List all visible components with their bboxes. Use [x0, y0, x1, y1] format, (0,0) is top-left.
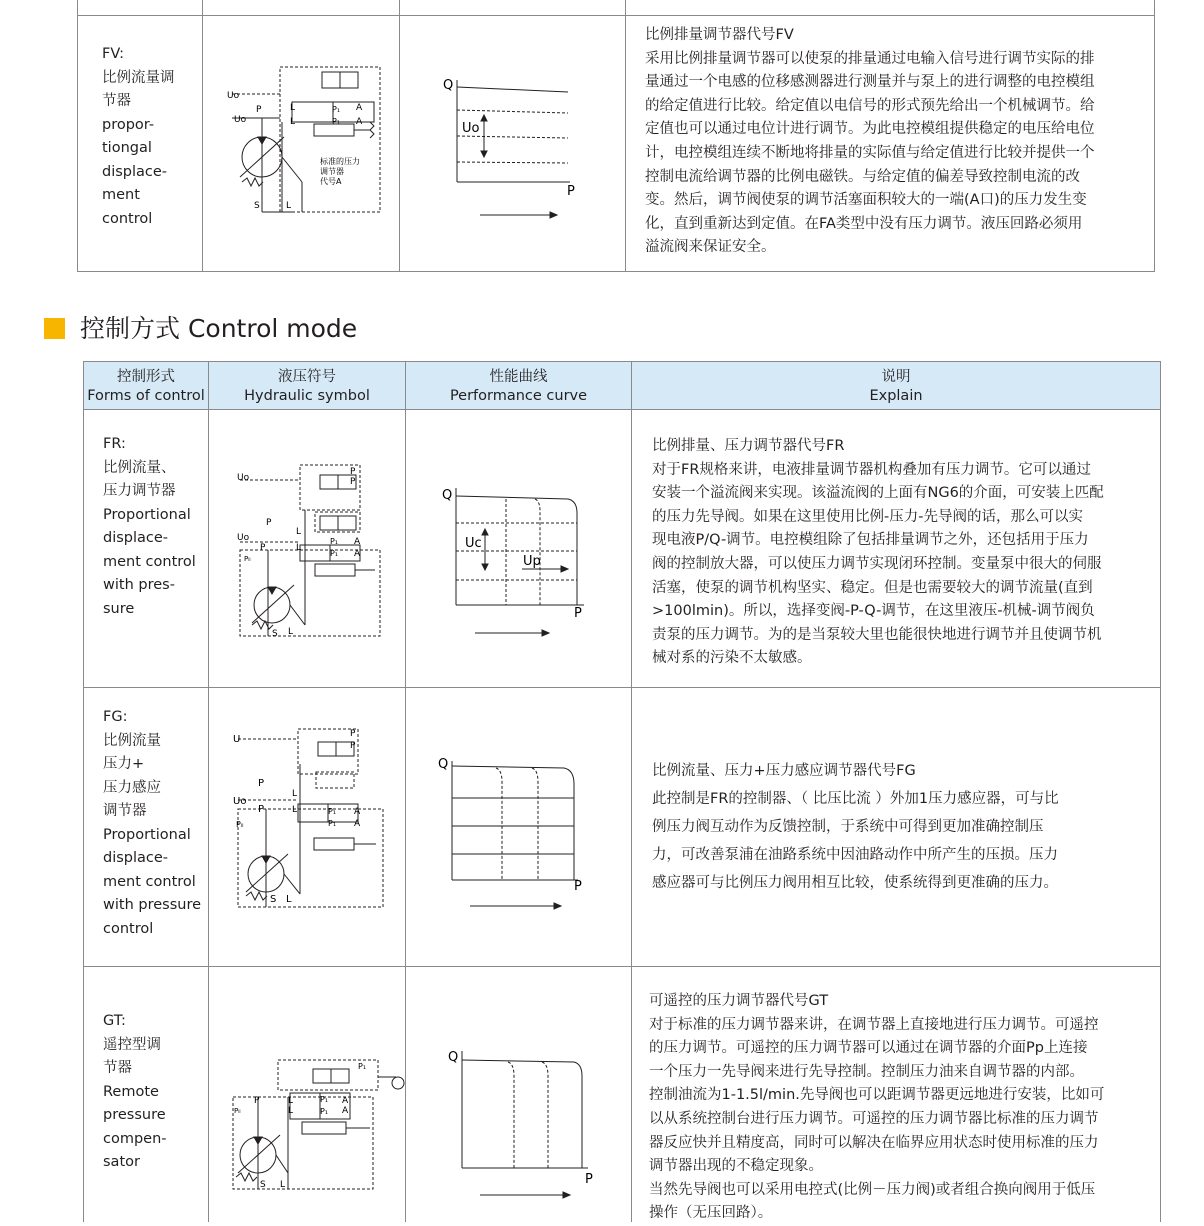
svg-text:标准的压力: 标准的压力 [320, 157, 360, 166]
svg-text:P: P [567, 184, 575, 199]
svg-text:P₁: P₁ [330, 549, 339, 558]
svg-text:S: S [254, 201, 260, 211]
svg-text:调节器: 调节器 [320, 167, 344, 176]
svg-text:Q: Q [443, 78, 454, 93]
svg-text:Uo: Uo [237, 473, 250, 483]
svg-text:L: L [288, 1096, 294, 1106]
svg-text:P: P [266, 518, 272, 528]
svg-text:P: P [350, 729, 356, 739]
svg-text:L: L [296, 527, 302, 537]
gt-performance-curve [446, 1046, 606, 1206]
svg-text:P: P [258, 778, 265, 789]
svg-text:U: U [233, 734, 241, 745]
svg-text:Uo: Uo [462, 121, 480, 136]
svg-text:Pₗₗ: Pₗₗ [244, 555, 251, 563]
svg-text:Up: Up [523, 554, 541, 569]
svg-text:Pₗₗ: Pₗₗ [236, 820, 244, 829]
svg-text:P: P [574, 606, 582, 621]
header-col-form: 控制形式 Forms of control [87, 369, 205, 404]
section-marker [44, 318, 65, 339]
svg-text:L: L [286, 201, 292, 211]
fr-form-text: FR: 比例流量、 压力调节器 Proportional displace- ment control with pres- sure [103, 436, 196, 617]
svg-text:A: A [354, 537, 361, 547]
gt-explain-text: 可遥控的压力调节器代号GT 对于标准的压力调节器来讲，在调节器上直接地进行压力调节。可遥控 的压力调节。可遥控的压力调节器可以通过在调节器的介面Pp上连接 一个压力一先导阀来进行先导控制。控制压力油来自调节器的内部。 控制油流为1-1.5l/min.先导阀也可以距调节器更远地进行安装，比如可 以从系统控制台进行压力调节。可遥控的压力调节器比标准的压力调节 器反应快并且精度高，同时可以解决在临界应用状态时使用标准的压力 调节器出现的不稳定现象。 当然先导阀也可以采用电控式(比例－压力阀)或者组合换向阀用于低压 操作（无压回路）。 [649, 993, 1105, 1222]
gt-form-text: GT: 遥控型调 节器 Remote pressure compen- sator [103, 1013, 167, 1170]
svg-text:S: S [272, 629, 278, 639]
svg-text:A: A [354, 549, 361, 559]
svg-text:Pₗₗ: Pₗₗ [234, 1107, 241, 1115]
svg-text:P₁: P₁ [320, 1095, 329, 1104]
gt-hydraulic-symbol [228, 1055, 408, 1195]
header-col-explain: 说明 Explain [869, 369, 923, 404]
svg-text:A: A [356, 103, 363, 113]
svg-text:Uc: Uc [465, 536, 482, 551]
svg-text:P: P [574, 879, 582, 894]
svg-text:A: A [342, 1106, 349, 1116]
fr-performance-curve [440, 483, 610, 643]
svg-text:代号A: 代号A [320, 177, 342, 186]
svg-text:L: L [292, 805, 298, 815]
svg-text:P₁: P₁ [330, 537, 339, 546]
svg-text:P₁: P₁ [320, 1107, 329, 1116]
svg-text:L: L [292, 789, 298, 799]
svg-text:Uo: Uo [233, 796, 247, 807]
svg-text:S: S [260, 1180, 266, 1190]
fv-explain-text: 比例排量调节器代号FV 采用比例排量调节器可以使泵的排量通过电输入信号进行调节实际的排 量通过一个电感的位移感测器进行测量并与泵上的进行调整的电控模组 的给定值进行比较。给定值以电信号的形式预先给出一个机械调节。给 定值也可以通过电位计进行调节。为此电控模组提供稳定的电压给电位 计，电控模组连续不断地将排量的实际值与给定值进行比较并提供一个 控制电流给调节器的比例电磁铁。与给定值的偏差导致控制电流的改 变。然后，调节阀使泵的调节活塞面积较大的一端(A口)的压力发生变 化，直到重新达到定值。在FA类型中没有压力调节。液压回路必须用 溢流阀来保证安全。 [645, 27, 1095, 256]
svg-text:A: A [342, 1096, 349, 1106]
svg-text:Q: Q [442, 488, 453, 503]
svg-text:P₁: P₁ [328, 819, 337, 828]
fg-hydraulic-symbol [228, 724, 388, 914]
svg-text:P: P [350, 467, 356, 477]
fg-performance-curve [436, 756, 596, 916]
svg-text:P₁: P₁ [328, 807, 337, 816]
svg-text:S: S [270, 894, 277, 905]
svg-text:L: L [280, 1180, 286, 1190]
svg-text:P₁: P₁ [332, 105, 341, 114]
fv-hydraulic-symbol [222, 62, 422, 222]
svg-text:A: A [356, 117, 363, 127]
svg-text:L: L [290, 103, 296, 113]
svg-text:P: P [254, 1096, 260, 1106]
fr-explain-text: 比例排量、压力调节器代号FR 对于FR规格来讲，电液排量调节器机构叠加有压力调节。它可以通过 安装一个溢流阀来实现。该溢流阀的上面有NG6的介面，可安装上匹配 的压力先导阀。如果在这里使用比例-压力-先导阀的话，那么可以实 现电液P/Q-调节。电控模组除了包括排量调节之外，还包括用于压力 阀的控制放大器，可以使压力调节实现闭环控制。变量泵中很大的伺服 活塞，使泵的调节机构坚实、稳定。但是也需要较大的调节流量(直到 >100lmin)。所以，选择变阀-P-Q-调节，在这里液压-机械-调节阀负 责泵的压力调节。为的是当泵较大里也能很快地进行调节并且使调节机 械对系的污染不太敏感。 [652, 438, 1104, 667]
svg-text:P: P [258, 804, 265, 815]
section-title: 控制方式 Control mode [80, 314, 358, 343]
svg-text:Uo: Uo [227, 91, 240, 101]
svg-text:P₁: P₁ [358, 1062, 367, 1071]
svg-text:P₁: P₁ [332, 117, 341, 126]
svg-text:Uo: Uo [234, 115, 247, 125]
svg-text:P: P [350, 477, 356, 487]
svg-text:L: L [286, 894, 292, 905]
svg-text:P: P [260, 543, 266, 553]
fg-form-text: FG: 比例流量 压力+ 压力感应 调节器 Proportional displace- ment control with pressure control [103, 709, 202, 937]
header-col-curve: 性能曲线 Performance curve [449, 369, 588, 404]
svg-text:L: L [290, 117, 296, 127]
fv-performance-curve [440, 75, 600, 225]
svg-text:Uo: Uo [237, 533, 250, 543]
svg-text:A: A [354, 807, 361, 817]
svg-text:P: P [256, 105, 262, 115]
fr-hydraulic-symbol [230, 460, 390, 645]
svg-text:P: P [585, 1172, 593, 1187]
svg-text:Q: Q [448, 1050, 459, 1065]
svg-text:L: L [288, 627, 294, 637]
fg-explain-text: 比例流量、压力+压力感应调节器代号FG 此控制是FR的控制器、（ 比压比流 ）外加1压力感应器，可与比 例压力阀互动作为反馈控制，于系统中可得到更加准确控制压 力，可改善泵浦在油路系统中因油路动作中所产生的压损。压力 感应器可与比例压力阀用相互比较，使系统得到更准确的压力。 [652, 763, 1059, 891]
svg-text:P: P [350, 741, 356, 751]
svg-text:Q: Q [438, 757, 449, 772]
svg-text:A: A [354, 819, 361, 829]
svg-text:L: L [288, 1106, 294, 1116]
fv-form-text: FV: 比例流量调 节器 propor- tiongal displace- ment control [102, 46, 175, 227]
svg-text:L: L [296, 543, 302, 553]
header-col-symbol: 液压符号 Hydraulic symbol [244, 369, 370, 404]
